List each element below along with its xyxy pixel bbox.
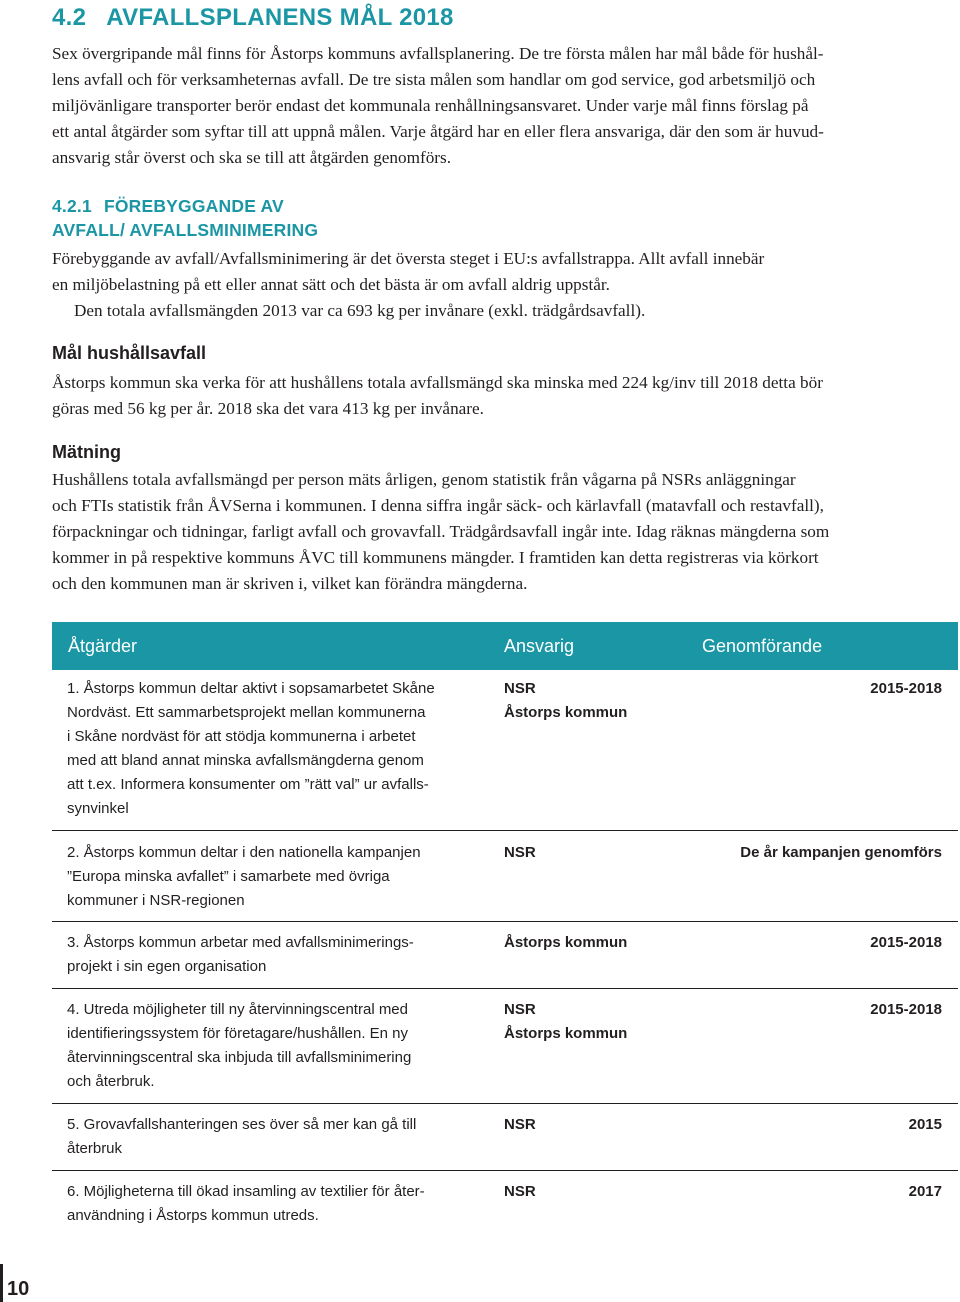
action-line: att t.ex. Informera konsumenter om ”rätt val” ur avfalls- <box>67 776 429 793</box>
action-line: återvinningscentral ska inbjuda till avfallsminimering <box>67 1049 412 1066</box>
actions-table-header <box>52 622 958 670</box>
responsible-cell <box>504 1180 704 1204</box>
responsible-cell <box>504 998 704 1046</box>
action-line: återbruk <box>67 1140 123 1157</box>
section-heading <box>52 4 454 32</box>
header-implementation: Genomförande <box>702 636 823 656</box>
implementation-cell: 2015-2018 <box>870 680 942 697</box>
action-line: 5. Grovavfallshanteringen ses över så mer kan gå till <box>67 1116 417 1133</box>
goal-paragraph <box>52 370 952 422</box>
page-number: 10 <box>7 1278 30 1300</box>
measurement-heading: Mätning <box>52 442 121 462</box>
subsection-title-line2: AVFALL/ AVFALLSMINIMERING <box>52 220 319 240</box>
responsible-cell <box>504 931 704 955</box>
action-line: användning i Åstorps kommun utreds. <box>67 1207 319 1224</box>
responsible-cell <box>504 841 704 865</box>
implementation-cell: 2017 <box>908 1183 942 1200</box>
responsible-line: NSR <box>504 1001 536 1018</box>
action-line: och återbruk. <box>67 1073 155 1090</box>
action-cell <box>67 998 482 1094</box>
row-divider <box>52 921 958 922</box>
row-divider <box>52 1170 958 1171</box>
row-divider <box>52 830 958 831</box>
goal-line: Åstorps kommun ska verka för att hushållens totala avfallsmängd ska minska med 224 kg/inv till 2018 detta bör <box>52 373 823 392</box>
action-line: 2. Åstorps kommun deltar i den nationella kampanjen <box>67 844 421 861</box>
action-line: 1. Åstorps kommun deltar aktivt i sopsamarbetet Skåne <box>67 680 435 697</box>
measurement-line: förpackningar och tidningar, farligt avfall och grovavfall. Trädgårdsavfall ingår inte. Idag räknas mängderna som <box>52 522 830 541</box>
goal-heading: Mål hushållsavfall <box>52 343 207 363</box>
implementation-cell: De år kampanjen genomförs <box>740 844 942 861</box>
action-line: i Skåne nordväst för att stödja kommunerna i arbetet <box>67 728 416 745</box>
implementation-cell: 2015-2018 <box>870 1001 942 1018</box>
action-line: kommuner i NSR-regionen <box>67 892 245 909</box>
row-divider <box>52 988 958 989</box>
page-number-bar <box>0 1264 3 1302</box>
action-cell <box>67 841 482 913</box>
section-title: AVFALLSPLANENS MÅL 2018 <box>106 4 454 31</box>
sub-line-indented: Den totala avfallsmängden 2013 var ca 693 kg per invånare (exkl. trädgårdsavfall). <box>74 301 646 320</box>
action-line: 4. Utreda möjligheter till ny återvinningscentral med <box>67 1001 408 1018</box>
action-line: projekt i sin egen organisation <box>67 958 267 975</box>
header-actions: Åtgärder <box>68 636 138 656</box>
action-line: identifieringssystem för företagare/hushållen. En ny <box>67 1025 409 1042</box>
row-divider <box>52 1103 958 1104</box>
action-cell <box>67 931 482 979</box>
action-line: med att bland annat minska avfallsmängderna genom <box>67 752 424 769</box>
action-line: synvinkel <box>67 800 129 817</box>
responsible-line: NSR <box>504 680 536 697</box>
responsible-line: Åstorps kommun <box>504 704 628 721</box>
intro-paragraph <box>52 41 952 171</box>
intro-line: lens avfall och för verksamheternas avfall. De tre sista målen som handlar om god service, god arbetsmiljö och <box>52 70 816 89</box>
responsible-line: NSR <box>504 1183 536 1200</box>
responsible-line: NSR <box>504 1116 536 1133</box>
measurement-line: och den kommunen man är skriven i, vilket kan förändra mängderna. <box>52 574 528 593</box>
responsible-cell <box>504 677 704 725</box>
intro-line: ett antal åtgärder som syftar till att uppnå målen. Varje åtgärd har en eller flera ansvariga, där den som är huvud- <box>52 122 824 141</box>
header-responsible: Ansvarig <box>504 636 575 656</box>
intro-line: miljövänligare transporter berör endast det kommunala renhållningsansvaret. Under varje mål finns förslag på <box>52 96 809 115</box>
action-line: Nordväst. Ett sammarbetsprojekt mellan kommunerna <box>67 704 426 721</box>
sub-line: en miljöbelastning på ett eller annat sätt och det bästa är om avfall aldrig uppstår. <box>52 275 610 294</box>
subsection-number: 4.2.1 <box>52 196 92 216</box>
action-line: 6. Möjligheterna till ökad insamling av textilier för åter- <box>67 1183 425 1200</box>
action-line: ”Europa minska avfallet” i samarbete med övriga <box>67 868 390 885</box>
action-cell <box>67 677 482 821</box>
measurement-line: Hushållens totala avfallsmängd per person mäts årligen, genom statistik från vågarna på NSRs anläggningar <box>52 470 796 489</box>
subsection-heading <box>52 194 652 242</box>
sub-line: Förebyggande av avfall/Avfallsminimering är det översta steget i EU:s avfallstrappa. Allt avfall innebär <box>52 249 765 268</box>
measurement-line: och FTIs statistik från ÅVSerna i kommunen. I denna siffra ingår säck- och kärlavfall (matavfall och restavfall), <box>52 496 824 515</box>
action-cell <box>67 1180 482 1228</box>
action-line: 3. Åstorps kommun arbetar med avfallsminimerings- <box>67 934 414 951</box>
measurement-paragraph <box>52 467 952 597</box>
measurement-line: kommer in på respektive kommuns ÅVC till kommunens mängder. I framtiden kan detta registreras via körkort <box>52 548 819 567</box>
section-number: 4.2 <box>52 4 87 31</box>
subsection-title-line1: FÖREBYGGANDE AV <box>103 196 284 216</box>
responsible-line: Åstorps kommun <box>504 1025 628 1042</box>
action-cell <box>67 1113 482 1161</box>
responsible-line: NSR <box>504 844 536 861</box>
goal-line: göras med 56 kg per år. 2018 ska det vara 413 kg per invånare. <box>52 399 484 418</box>
intro-line: ansvarig står överst och ska se till att åtgärden genomförs. <box>52 148 452 167</box>
subsection-paragraph <box>52 246 952 324</box>
responsible-line: Åstorps kommun <box>504 934 628 951</box>
intro-line: Sex övergripande mål finns för Åstorps kommuns avfallsplanering. De tre första målen har mål både för hushål- <box>52 44 824 63</box>
implementation-cell: 2015-2018 <box>870 934 942 951</box>
implementation-cell: 2015 <box>908 1116 942 1133</box>
responsible-cell <box>504 1113 704 1137</box>
